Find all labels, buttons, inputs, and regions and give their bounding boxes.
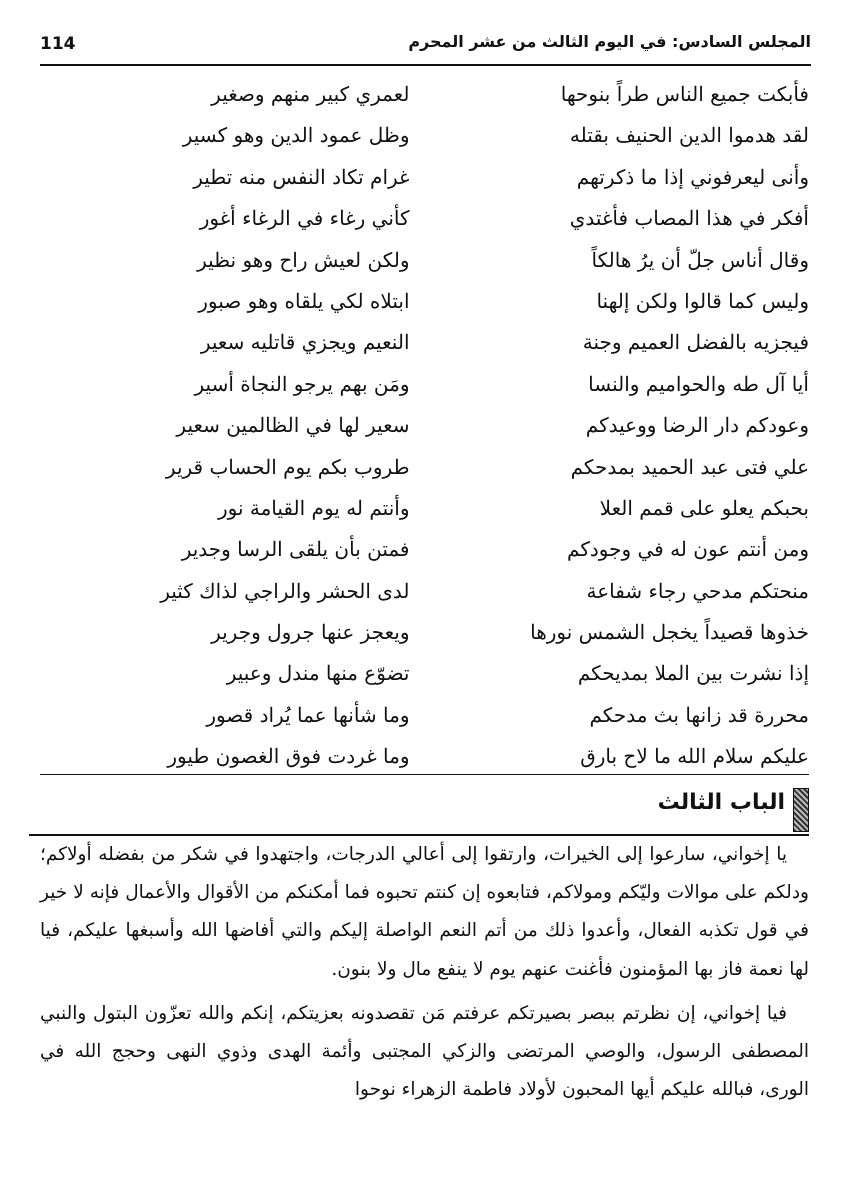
verse-first-hemistich: وأنى ليعرفوني إذا ما ذكرتهم — [576, 164, 809, 189]
page-header — [40, 28, 811, 66]
poem-verse-row — [40, 529, 809, 570]
verse-first-hemistich: أيا آل طه والحواميم والنسا — [588, 371, 809, 396]
poem-verse-row — [40, 115, 809, 156]
verse-second-hemistich: ابتلاه لكي يلقاه وهو صبور — [198, 288, 410, 313]
chapter-title: الباب الثالث — [657, 790, 785, 815]
poem-verse-row — [40, 447, 809, 488]
poem-verse-row — [40, 653, 809, 694]
verse-second-hemistich: النعيم ويجزي قاتليه سعير — [200, 330, 410, 355]
verse-first-hemistich: لقد هدموا الدين الحنيف بقتله — [569, 123, 809, 148]
verse-first-hemistich: علي فتى عبد الحميد بمدحكم — [570, 454, 809, 479]
verse-second-hemistich: وما شأنها عما يُراد قصور — [206, 702, 410, 727]
verse-first-hemistich: وقال أناس جلّ أن يرُ هالكاً — [591, 247, 809, 272]
verse-second-hemistich: فمتن بأن يلقى الرسا وجدير — [181, 537, 410, 562]
poem-divider — [40, 774, 809, 775]
poem-verse-row — [40, 74, 809, 115]
verse-first-hemistich: محررة قد زانها بث مدحكم — [589, 702, 809, 727]
verse-first-hemistich: منحتكم مدحي رجاء شفاعة — [586, 578, 809, 603]
verse-first-hemistich: فيجزيه بالفضل العميم وجنة — [582, 330, 809, 355]
verse-second-hemistich: وما غردت فوق الغصون طيور — [167, 744, 410, 769]
verse-second-hemistich: كأني رغاء في الرغاء أغور — [199, 206, 410, 231]
poem-verse-row — [40, 322, 809, 363]
poem-verse-row — [40, 612, 809, 653]
paragraph: يا إخواني، سارعوا إلى الخيرات، وارتقوا إلى أعالي الدرجات، واجتهدوا في شكر من بفضله أولاكم؛ ودلكم على موالات وليّكم ومولاكم، فتابعوه إن كنتم تحبوه فما أمكنكم من الأقوال والأعمال فإنه لا خير في قول تكذبه الفعال، وأعدوا ذلك من أتم النعم الواصلة إليكم والتي أفاضها الله وأسبغها عليكم، فيا لها نعمة فاز بها المؤمنون فأغنت عنهم يوم لا ينفع مال ولا بنون. — [40, 844, 809, 980]
poem-verse-row — [40, 364, 809, 405]
verse-first-hemistich: فأبكت جميع الناس طراً بنوحها — [560, 82, 809, 106]
verse-second-hemistich: ومَن بهم يرجو النجاة أسير — [194, 371, 410, 396]
verse-second-hemistich: لدى الحشر والراجي لذاك كثير — [160, 578, 410, 603]
verse-second-hemistich: طروب بكم يوم الحساب قرير — [165, 454, 410, 479]
verse-first-hemistich: ومن أنتم عون له في وجودكم — [567, 537, 809, 562]
chapter-heading — [29, 784, 809, 836]
running-title: المجلس السادس: في اليوم الثالث من عشر المحرم — [408, 32, 811, 51]
verse-first-hemistich: إذا نشرت بين الملا بمديحكم — [577, 661, 809, 686]
verse-second-hemistich: وأنتم له يوم القيامة نور — [217, 495, 410, 520]
poem-verse-row — [40, 571, 809, 612]
poem-verse-row — [40, 281, 809, 322]
verse-first-hemistich: وعودكم دار الرضا ووعيدكم — [585, 413, 809, 438]
verse-second-hemistich: ويعجز عنها جرول وجرير — [211, 620, 410, 645]
poem-verse-row — [40, 198, 809, 239]
verse-second-hemistich: وظل عمود الدين وهو كسير — [182, 123, 410, 148]
poem-verse-row — [40, 695, 809, 736]
verse-second-hemistich: لعمري كبير منهم وصغير — [211, 82, 410, 106]
poem-verse-row — [40, 488, 809, 529]
poem — [40, 74, 809, 778]
verse-first-hemistich: عليكم سلام الله ما لاح بارق — [580, 744, 809, 769]
verse-first-hemistich: خذوها قصيداً يخجل الشمس نورها — [530, 620, 809, 645]
verse-second-hemistich: تضوّع منها مندل وعبير — [226, 661, 410, 686]
verse-second-hemistich: ولكن لعيش راح وهو نظير — [197, 247, 410, 272]
verse-second-hemistich: سعير لها في الظالمين سعير — [176, 413, 410, 438]
poem-verse-row — [40, 405, 809, 446]
verse-first-hemistich: أفكر في هذا المصاب فأغتدي — [569, 206, 809, 231]
poem-verse-row — [40, 736, 809, 777]
poem-verse-row — [40, 240, 809, 281]
page-number: 114 — [40, 34, 76, 54]
verse-first-hemistich: بحبكم يعلو على قمم العلا — [599, 495, 809, 520]
paragraph: فيا إخواني، إن نظرتم ببصر بصيرتكم عرفتم مَن تقصدونه بعزيتكم، إنكم والله تعزّون البتول والنبي المصطفى الرسول، والوصي المرتضى والزكي المجتبى وأئمة الهدى وذوي النهى وحجج الله في الورى، فبالله عليكم أيها المحبون لأولاد فاطمة الزهراء نوحوا — [40, 1002, 809, 1101]
body-text — [40, 836, 809, 1109]
poem-verse-row — [40, 157, 809, 198]
verse-first-hemistich: وليس كما قالوا ولكن إلهنا — [596, 288, 809, 313]
chapter-marker-icon — [793, 788, 809, 832]
verse-second-hemistich: غرام تكاد النفس منه تطير — [193, 164, 410, 189]
